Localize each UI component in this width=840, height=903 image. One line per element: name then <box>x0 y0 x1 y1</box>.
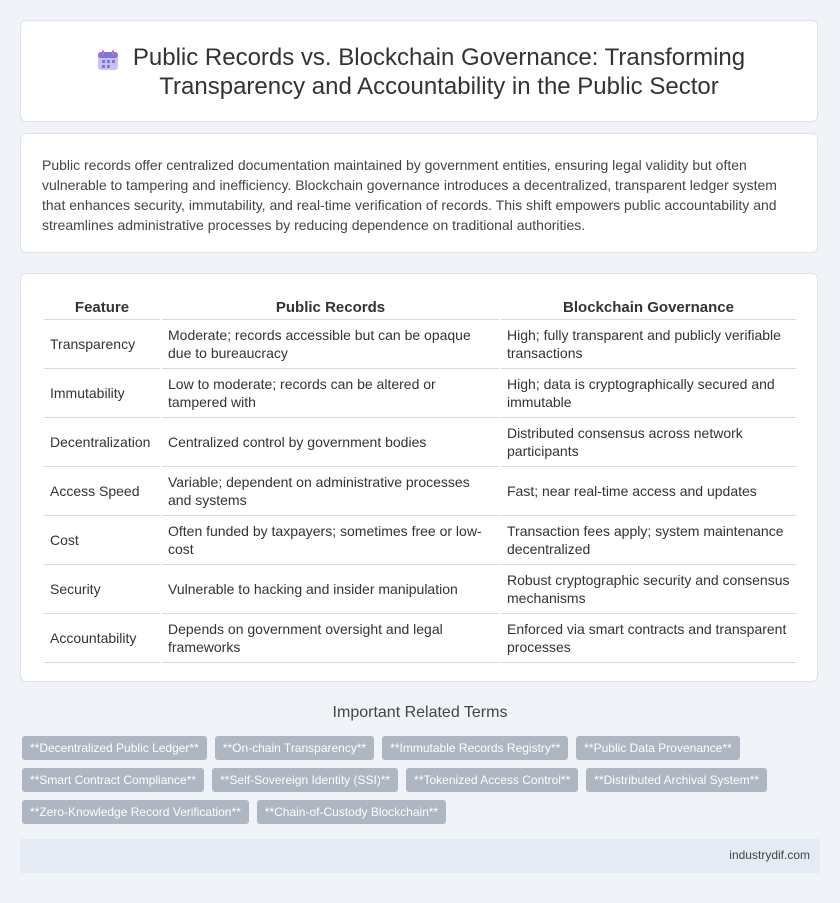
table-row <box>44 467 796 516</box>
title-card <box>20 20 818 122</box>
feature-cell: Access Speed <box>44 467 160 516</box>
table-row <box>44 614 796 663</box>
blockchain-cell: Robust cryptographic security and consensus mechanisms <box>501 565 796 614</box>
public-records-cell: Centralized control by government bodies <box>162 418 499 467</box>
page-title: Public Records vs. Blockchain Governance: Transforming Transparency and Accountability in the Public Sector <box>132 44 746 100</box>
blockchain-cell: Distributed consensus across network participants <box>501 418 796 467</box>
related-term-chip[interactable]: **Chain-of-Custody Blockchain** <box>257 800 446 824</box>
blockchain-cell: High; fully transparent and publicly verifiable transactions <box>501 320 796 369</box>
related-term-chip[interactable]: **Tokenized Access Control** <box>406 768 578 792</box>
public-records-cell: Vulnerable to hacking and insider manipulation <box>162 565 499 614</box>
intro-paragraph: Public records offer centralized documentation maintained by government entities, ensuring legal validity but often vulnerable to tampering and inefficiency. Blockchain governance introduces a decentralized, transparent ledger system that enhances security, immutability, and real-time verification of records. This shift empowers public accountability and streamlines administrative processes by reducing dependence on traditional authorities. <box>42 157 777 233</box>
footer-site-link[interactable]: industrydif.com <box>729 848 810 862</box>
comparison-card <box>20 273 818 682</box>
table-row <box>44 516 796 565</box>
blockchain-cell: Transaction fees apply; system maintenance decentralized <box>501 516 796 565</box>
comparison-table <box>42 295 798 663</box>
table-row <box>44 320 796 369</box>
header-public-records: Public Records <box>162 295 499 320</box>
related-term-chip[interactable]: **Self-Sovereign Identity (SSI)** <box>212 768 398 792</box>
table-row <box>44 369 796 418</box>
header-blockchain-governance: Blockchain Governance <box>501 295 796 320</box>
related-term-chip[interactable]: **Smart Contract Compliance** <box>22 768 204 792</box>
footer <box>20 839 820 873</box>
public-records-cell: Often funded by taxpayers; sometimes free or low-cost <box>162 516 499 565</box>
related-term-chip[interactable]: **Zero-Knowledge Record Verification** <box>22 800 249 824</box>
feature-cell: Cost <box>44 516 160 565</box>
public-records-cell: Moderate; records accessible but can be opaque due to bureaucracy <box>162 320 499 369</box>
related-term-chip[interactable]: **Distributed Archival System** <box>586 768 767 792</box>
related-terms-title: Important Related Terms <box>332 704 508 721</box>
related-term-chip[interactable]: **Public Data Provenance** <box>576 736 739 760</box>
public-records-cell: Low to moderate; records can be altered or tampered with <box>162 369 499 418</box>
header-feature: Feature <box>44 295 160 320</box>
public-records-cell: Variable; dependent on administrative processes and systems <box>162 467 499 516</box>
table-header-row <box>44 295 796 320</box>
intro-card <box>20 133 818 253</box>
feature-cell: Transparency <box>44 320 160 369</box>
feature-cell: Decentralization <box>44 418 160 467</box>
blockchain-cell: High; data is cryptographically secured and immutable <box>501 369 796 418</box>
table-row <box>44 565 796 614</box>
related-term-chip[interactable]: **Immutable Records Registry** <box>382 736 568 760</box>
related-terms-list <box>22 736 802 824</box>
feature-cell: Immutability <box>44 369 160 418</box>
blockchain-cell: Enforced via smart contracts and transparent processes <box>501 614 796 663</box>
table-row <box>44 418 796 467</box>
feature-cell: Security <box>44 565 160 614</box>
feature-cell: Accountability <box>44 614 160 663</box>
blockchain-cell: Fast; near real-time access and updates <box>501 467 796 516</box>
related-term-chip[interactable]: **On-chain Transparency** <box>215 736 374 760</box>
public-records-cell: Depends on government oversight and legal frameworks <box>162 614 499 663</box>
related-term-chip[interactable]: **Decentralized Public Ledger** <box>22 736 207 760</box>
